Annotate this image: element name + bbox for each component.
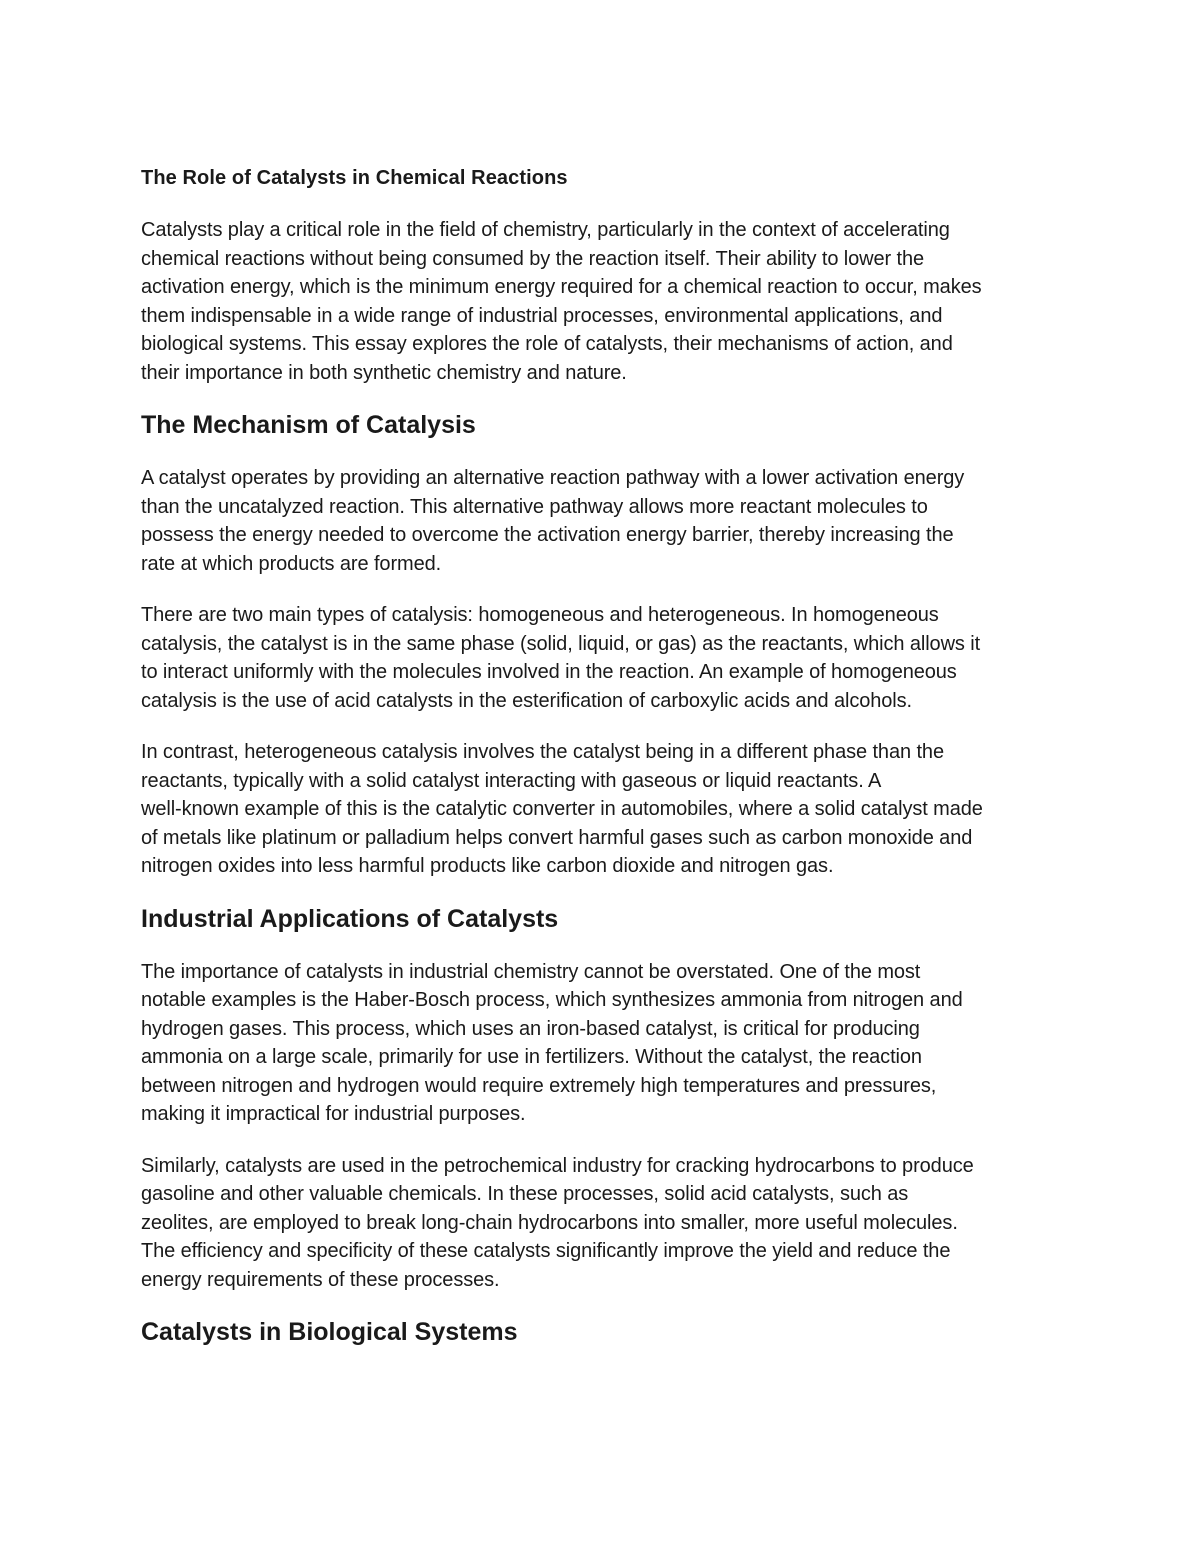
text-line: catalysis is the use of acid catalysts in the esterification of carboxylic acids and alcohols. (141, 689, 912, 712)
text-line: Similarly, catalysts are used in the petrochemical industry for cracking hydrocarbons to produce (141, 1154, 974, 1177)
text-line: possess the energy needed to overcome the activation energy barrier, thereby increasing the (141, 524, 954, 546)
text-line: activation energy, which is the minimum energy required for a chemical reaction to occur, makes (141, 276, 982, 298)
section-heading-industrial: Industrial Applications of Catalysts (141, 904, 559, 933)
industrial-paragraph-1 (141, 958, 1066, 1129)
text-line: well-known example of this is the catalytic converter in automobiles, where a solid catalyst made (141, 798, 983, 820)
text-line: In contrast, heterogeneous catalysis involves the catalyst being in a different phase than the (141, 741, 944, 763)
text-line: notable examples is the Haber-Bosch process, which synthesizes ammonia from nitrogen and (141, 989, 963, 1011)
intro-paragraph (141, 216, 1066, 387)
document-page (141, 164, 1066, 1348)
section-heading-biological: Catalysts in Biological Systems (141, 1318, 518, 1346)
mechanism-paragraph-3 (141, 738, 1066, 881)
text-line: to interact uniformly with the molecules involved in the reaction. An example of homogeneous (141, 661, 957, 683)
text-line: chemical reactions without being consumed by the reaction itself. Their ability to lower the (141, 247, 925, 270)
text-line: catalysis, the catalyst is in the same phase (solid, liquid, or gas) as the reactants, which allows it (141, 632, 981, 655)
text-line: than the uncatalyzed reaction. This alternative pathway allows more reactant molecules to (141, 495, 928, 518)
text-line: them indispensable in a wide range of industrial processes, environmental applications, and (141, 304, 943, 327)
text-line: making it impractical for industrial purposes. (141, 1103, 526, 1125)
text-line: The efficiency and specificity of these catalysts significantly improve the yield and reduce the (141, 1240, 951, 1262)
text-line: zeolites, are employed to break long-chain hydrocarbons into smaller, more useful molecules. (141, 1211, 958, 1234)
text-line: their importance in both synthetic chemistry and nature. (141, 361, 627, 384)
text-line: Catalysts play a critical role in the field of chemistry, particularly in the context of accelerating (141, 219, 950, 241)
section-heading-mechanism: The Mechanism of Catalysis (141, 411, 476, 439)
text-line: There are two main types of catalysis: homogeneous and heterogeneous. In homogeneous (141, 604, 939, 626)
text-line: of metals like platinum or palladium helps convert harmful gases such as carbon monoxide and (141, 826, 973, 849)
text-line: energy requirements of these processes. (141, 1268, 500, 1291)
text-line: gasoline and other valuable chemicals. In these processes, solid acid catalysts, such as (141, 1183, 909, 1205)
industrial-paragraph-2 (141, 1152, 1066, 1295)
text-line: rate at which products are formed. (141, 552, 442, 575)
text-line: hydrogen gases. This process, which uses an iron-based catalyst, is critical for producing (141, 1017, 920, 1040)
text-line: A catalyst operates by providing an alternative reaction pathway with a lower activation energy (141, 467, 965, 489)
mechanism-paragraph-1 (141, 464, 1066, 578)
text-line: The importance of catalysts in industrial chemistry cannot be overstated. One of the most (141, 960, 921, 983)
mechanism-paragraph-2 (141, 601, 1066, 715)
text-line: between nitrogen and hydrogen would require extremely high temperatures and pressures, (141, 1074, 937, 1097)
text-line: reactants, typically with a solid catalyst interacting with gaseous or liquid reactants. A (141, 769, 882, 792)
text-line: nitrogen oxides into less harmful products like carbon dioxide and nitrogen gas. (141, 855, 834, 877)
text-line: biological systems. This essay explores the role of catalysts, their mechanisms of action, and (141, 333, 953, 355)
text-line: ammonia on a large scale, primarily for use in fertilizers. Without the catalyst, the reaction (141, 1046, 922, 1068)
document-title: The Role of Catalysts in Chemical Reactions (141, 167, 568, 189)
